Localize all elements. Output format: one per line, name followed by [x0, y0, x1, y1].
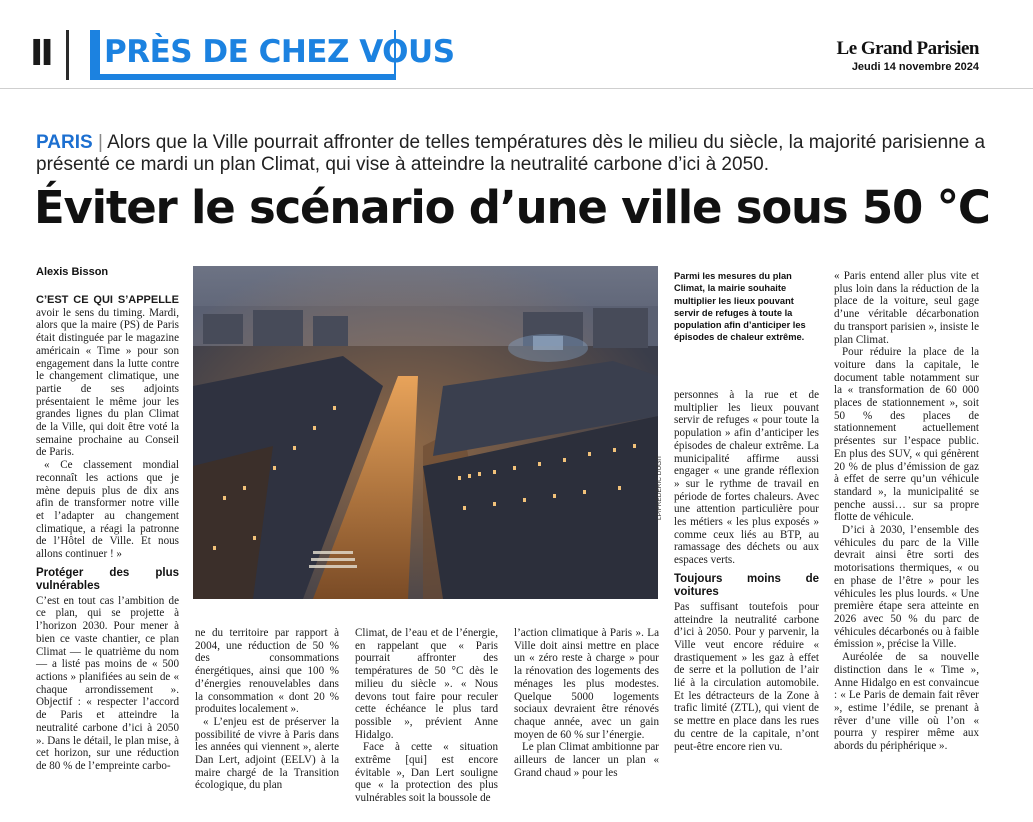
col6-paragraph-1: « Paris entend aller plus vite et plus loin dans la réduction de la place de la voiture, seul gage d’une véritable décarbonation du transport parisien », insiste le plan Climat.	[834, 270, 979, 346]
newspaper-brand: Le Grand Parisien	[836, 38, 979, 59]
col6-paragraph-4: Auréolée de sa nouvelle distinction dans le « Time », Anne Hidalgo en est convaincue : « Le Paris de demain fait rêver », estime l’édile, se prenant à rêver d’une ville où l’on « pourra y respirer même aux abords du périphérique ».	[834, 651, 979, 753]
article-column-6	[834, 270, 979, 753]
article-byline: Alexis Bisson	[36, 266, 109, 278]
col3-paragraph-1: Climat, de l’eau et de l’énergie, en rappelant que « Paris pourrait affronter des températures de 50 °C dès le milieu du siècle ». « Nous devons tout faire pour reculer cette échéance le plus tard possible », prévient Anne Hidalgo.	[355, 627, 498, 741]
header-divider	[66, 30, 69, 80]
publication-date: Jeudi 14 novembre 2024	[851, 61, 979, 73]
article-kicker	[36, 132, 1006, 176]
col4-paragraph-1: l’action climatique à Paris ». La Ville doit ainsi mettre en place un « zéro reste à charge » pour la rénovation des logements des ménages les plus modestes. Quelque 5000 logements sociaux devraient être rénovés chaque année, avec un gain moyen de 60 % sur l’énergie.	[514, 627, 659, 741]
article-column-1	[36, 294, 179, 773]
col1-paragraph-2: « Ce classement mondial reconnaît les actions que je mène depuis plus de dix ans afin de transformer notre ville et l’adapter au changement climatique, a réagi la patronne de l’Hôtel de Ville. Et nous allons continuer ! »	[36, 459, 179, 561]
article-column-5	[674, 389, 819, 753]
subhead-voitures: Toujours moins de voitures	[674, 572, 819, 598]
col5-paragraph-1: personnes à la rue et de multiplier les lieux pouvant servir de refuges « pour toute la population » afin d’anticiper les épisodes de chaleur extrême. La municipalité affirme aussi engager « une grande réflexion » sur le rythme de travail en période de fortes chaleurs. Avec une attention particulière pour les métiers « les plus exposés » comme ceux liés au BTP, au ramassage des déchets ou aux espaces verts.	[674, 389, 819, 567]
article-column-3	[355, 627, 498, 805]
photo-credit: LP/FRÉDÉRIC DUGIT	[656, 454, 663, 520]
col3-paragraph-2: Face à cette « situation extrême [qui] est encore évitable », Dan Lert souligne que « la protection des plus vulnérables soit la boussole de	[355, 741, 498, 805]
col6-paragraph-2: Pour réduire la place de la voiture dans la capitale, le document table notamment sur la « transformation de 60 000 places de stationnement », soit 50 % des places de stationnement actuellement présentes sur l’espace public. En plus des SUV, « qui génèrent 20 % de plus d’émission de gaz à effet de serre qu’un véhicule standard », la municipalité se penche aussi… sur sa propre flotte de véhicule.	[834, 346, 979, 524]
col1-paragraph-3: C’est en tout cas l’ambition de ce plan, qui se projette à l’horizon 2030. Pour mener à bien ce vaste chantier, ce plan Climat — le quatrième du nom — a listé pas moins de « 500 actions » planifiées au sein de « chaque arrondissement ». Objectif : « respecter l’accord de Paris et atteindre la neutralité carbone d’ici à 2050 ». Dans le détail, le plan mise, à cet horizon, sur une réduction de 80 % de l’empreinte carbo-	[36, 594, 179, 772]
kicker-separator: |	[97, 132, 103, 153]
col2-paragraph-2: « L’enjeu est de préserver la possibilité de vivre à Paris dans les années qui viennent », alerte Dan Lert, adjoint (EELV) à la maire chargé de la Transition écologique, du plan	[195, 715, 339, 792]
photo-caption: Parmi les mesures du plan Climat, la mairie souhaite multiplier les lieux pouvant servir de refuges à toute la population afin d’anticiper les épisodes de chaleur extrême.	[674, 271, 806, 343]
kicker-location: PARIS	[36, 132, 93, 153]
section-title: PRÈS DE CHEZ VOUS	[100, 30, 394, 74]
lead-in: C’EST CE QUI S’APPELLE	[36, 294, 179, 306]
col5-paragraph-2: Pas suffisant toutefois pour atteindre la neutralité carbone d’ici à 2050. Pour y parvenir, la Ville veut encore réduire « drastiquement » les gaz à effet de serre et la pollution de l’air lié à la circulation automobile. Et les détracteurs de la Zone à trafic limité (ZTL), qui vient de se mettre en place dans les rues du centre de la capitale, n’ont peut-être encore rien vu.	[674, 600, 819, 753]
article-column-4	[514, 627, 659, 779]
city-aerial-photo	[193, 266, 658, 599]
header-rule	[0, 88, 1033, 89]
article-headline: Éviter le scénario d’une ville sous 50 °C	[34, 181, 990, 234]
col6-paragraph-3: D’ici à 2030, l’ensemble des véhicules du parc de la Ville devrait ainsi être sorti des motorisations thermiques, « ou en phase de l’être » pour les véhicules les plus lourds. « Une première étape sera atteinte en 2026 avec 50 % du parc de véhicules décarbonés ou à faible émission », précise la Ville.	[834, 524, 979, 651]
subhead-vulnerables: Protéger des plus vulnérables	[36, 566, 179, 592]
col2-paragraph-1: ne du territoire par rapport à 2004, une réduction de 50 % des consommations énergétiques, ainsi que 100 % d’énergies renouvelables dans la consommation « dont 20 % produites localement ».	[195, 627, 339, 716]
col4-paragraph-2: Le plan Climat ambitionne par ailleurs de lancer un plan « Grand chaud » pour les	[514, 741, 659, 779]
article-column-2	[195, 627, 339, 792]
kicker-text: Alors que la Ville pourrait affronter de telles températures dès le milieu du siècle, la majorité parisienne a présenté ce mardi un plan Climat, qui vise à atteindre la neutralité carbone d’ici à 2050.	[36, 132, 986, 175]
page-number: II	[30, 33, 51, 74]
col1-paragraph-1: avoir le sens du timing. Mardi, alors que la maire (PS) de Paris était distinguée par le magazine américain « Time » pour son engagement dans la lutte contre le changement climatique, une partie de ses adjoints présentaient le même jour les grandes lignes du plan Climat de la Ville, qui doit être voté la semaine prochaine au Conseil de Paris.	[36, 306, 179, 459]
